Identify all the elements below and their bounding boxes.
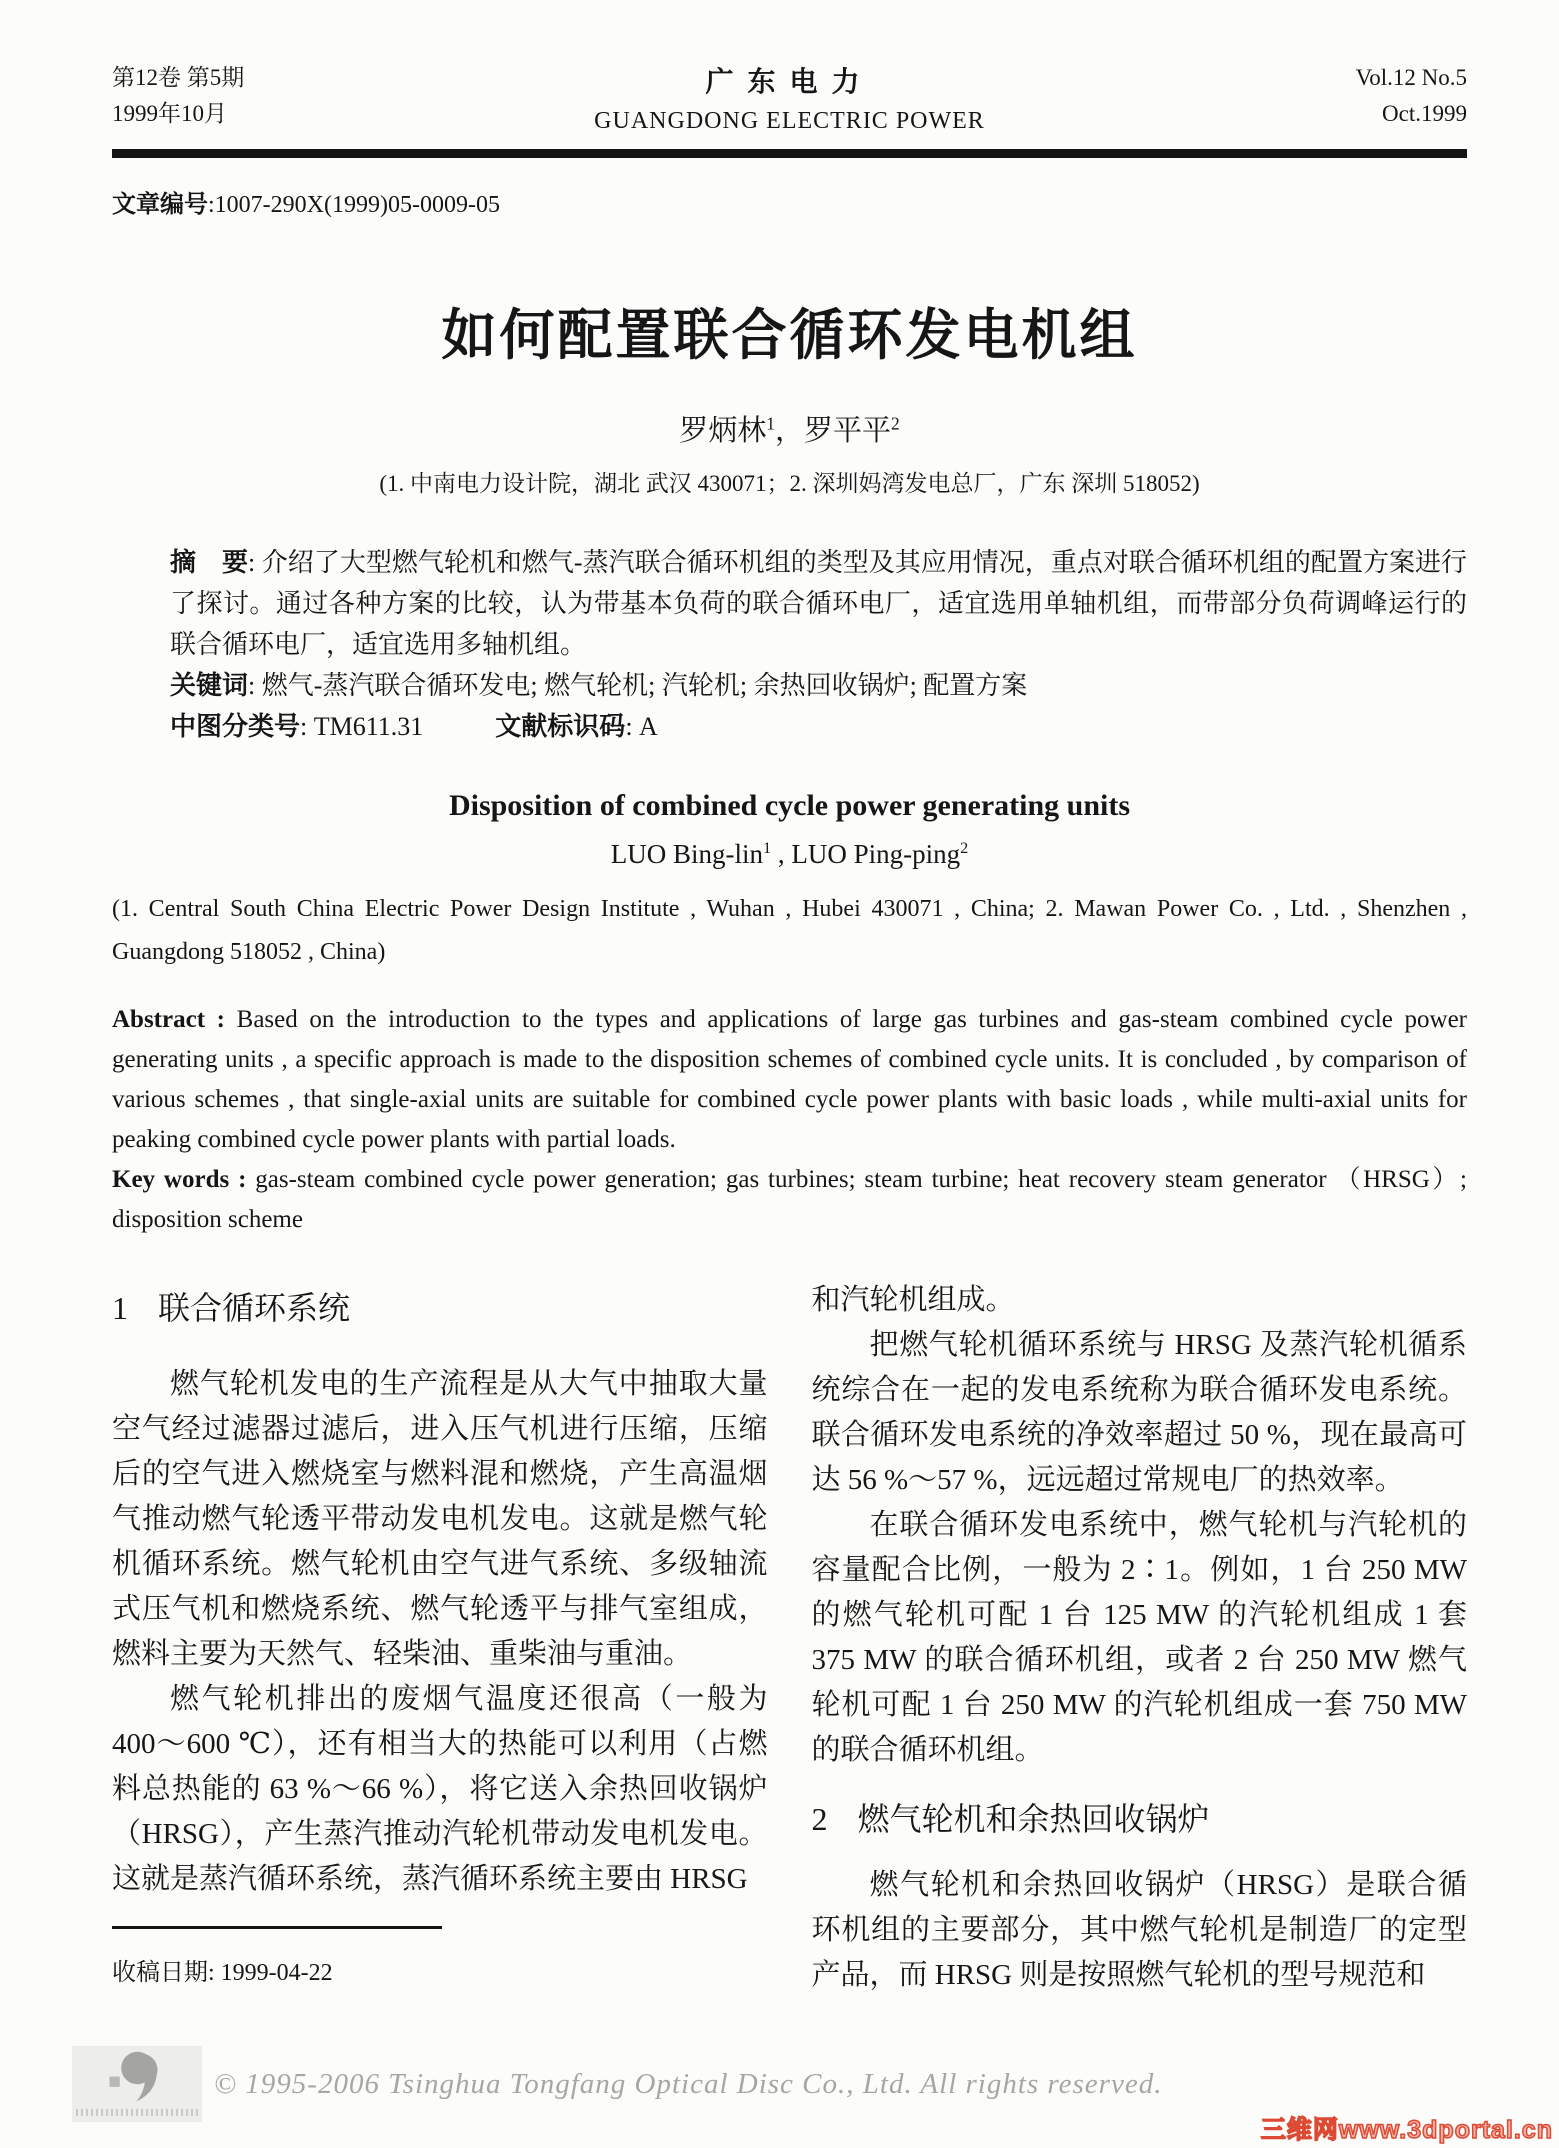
body-paragraph: 和汽轮机组成。 — [811, 1284, 1015, 1316]
author-1-en: LUO Bing-lin — [610, 839, 764, 869]
left-column — [112, 1278, 768, 1998]
keywords-cn-label: 关键词 — [170, 670, 249, 700]
journal-header — [112, 60, 1467, 135]
section-1-number: 1 — [112, 1290, 128, 1326]
abstract-cn-colon: : — [248, 548, 262, 577]
keywords-cn — [170, 665, 1467, 706]
author-en-separator: , — [771, 839, 792, 869]
author-1-en-affil-marker: 1 — [763, 839, 772, 857]
footnote-divider — [112, 1926, 442, 1929]
authors-cn — [112, 408, 1467, 449]
header-divider — [112, 149, 1467, 158]
abstract-en-text: Based on the introduction to the types and applications of large gas turbines and gas-steam combined cycle power generating units , a specific approach is made to the disposition schemes of combined cycle units. It is concluded , by comparison of various schemes , that single-axial units are suitable for combined cycle power plants with basic loads , while multi-axial units for peaking combined cycle power plants with partial loads. — [112, 1006, 1468, 1153]
body-paragraph: 燃气轮机排出的废烟气温度还很高（一般为 400～600 ℃），还有相当大的热能可以利用（占燃料总热能的 63 %～66 %），将它送入余热回收锅炉（HRSG），产生蒸汽推动汽轮机带动发电机发电。这就是蒸汽循环系统，蒸汽循环系统主要由 HRSG — [112, 1683, 768, 1895]
article-number-value: :1007-290X(1999)05-0009-05 — [208, 192, 500, 218]
publisher-logo — [72, 2046, 202, 2122]
two-column-body — [112, 1278, 1467, 1998]
journal-name-en: GUANGDONG ELECTRIC POWER — [594, 108, 985, 134]
section-1-heading — [112, 1288, 768, 1328]
section-2-title: 燃气轮机和余热回收锅炉 — [857, 1801, 1210, 1837]
author-1-cn: 罗炳林 — [679, 415, 767, 447]
doc-code-label: 文献标识码 — [495, 711, 626, 741]
keywords-cn-colon: : — [248, 671, 262, 700]
affiliation-en: (1. Central South China Electric Power Design Institute , Wuhan , Hubei 430071 , China; 2. Mawan Power Co. , Ltd. , Shenzhen , Guangdong 518052 , China) — [112, 896, 1467, 965]
authors-en — [112, 839, 1467, 870]
journal-name-block — [412, 60, 1167, 135]
author-2-en-affil-marker: 2 — [960, 839, 969, 857]
abstract-cn-text: 介绍了大型燃气轮机和燃气-蒸汽联合循环机组的类型及其应用情况，重点对联合循环机组的配置方案进行了探讨。通过各种方案的比较，认为带基本负荷的联合循环电厂，适宜选用单轴机组，而带部分负荷调峰运行的联合循环电厂，适宜选用多轴机组。 — [170, 548, 1467, 659]
abstract-cn-label: 摘 要 — [170, 547, 249, 577]
doc-code-value: A — [639, 712, 658, 741]
clc-label: 中图分类号 — [170, 711, 301, 741]
affiliation-cn: (1. 中南电力设计院，湖北 武汉 430071；2. 深圳妈湾发电总厂，广东 深圳 518052) — [379, 471, 1200, 496]
copyright-line: © 1995-2006 Tsinghua Tongfang Optical Disc Co., Ltd. All rights reserved. — [214, 2068, 1163, 2100]
clc-colon: : — [300, 712, 314, 741]
author-2-cn: 罗平平 — [804, 415, 892, 447]
volume-issue-cn: 第12卷 第5期 — [112, 65, 245, 90]
body-paragraph: 把燃气轮机循环系统与 HRSG 及蒸汽轮机循系统综合在一起的发电系统称为联合循环发电系统。联合循环发电系统的净效率超过 50 %，现在最高可达 56 %～57 %，远远超过常规电厂的热效率。 — [811, 1329, 1467, 1496]
abstract-cn — [170, 542, 1467, 665]
article-number-line — [112, 184, 1467, 219]
logo-micro-text — [76, 2109, 198, 2116]
watermark-3dportal: 三维网www.3dportal.cn — [1260, 2116, 1553, 2144]
author-1-affil-marker: 1 — [766, 413, 775, 434]
author-2-affil-marker: 2 — [891, 413, 900, 434]
date-en: Oct.1999 — [1382, 101, 1467, 126]
keywords-en-label: Key words : — [112, 1166, 256, 1193]
abstract-en-label: Abstract : — [112, 1006, 237, 1033]
title-en: Disposition of combined cycle power generating units — [448, 789, 1131, 822]
body-paragraph: 燃气轮机和余热回收锅炉（HRSG）是联合循环机组的主要部分，其中燃气轮机是制造厂的定型产品，而 HRSG 则是按照燃气轮机的型号规范和 — [811, 1869, 1467, 1991]
page-title: 如何配置联合循环发电机组 — [441, 305, 1138, 366]
keywords-en-text: gas-steam combined cycle power generation; gas turbines; steam turbine; heat recovery steam generator （HRSG）; disposition scheme — [112, 1166, 1467, 1233]
doc-code-colon: : — [625, 712, 640, 741]
body-paragraph: 在联合循环发电系统中，燃气轮机与汽轮机的容量配合比例，一般为 2∶1。例如，1 台 250 MW 的燃气轮机可配 1 台 125 MW 的汽轮机组成 1 套 375 MW 的联合循环机组，或者 2 台 250 MW 燃气轮机可配 1 台 250 MW 的汽轮机组成一套 750 MW 的联合循环机组。 — [811, 1509, 1467, 1766]
section-2-number: 2 — [811, 1801, 828, 1837]
author-2-en: LUO Ping-ping — [791, 839, 961, 869]
chinese-abstract-block — [170, 542, 1467, 747]
volume-issue-en: Vol.12 No.5 — [1355, 65, 1467, 90]
section-2-heading — [812, 1799, 1468, 1839]
journal-name-cn: 广东电力 — [705, 66, 874, 97]
header-volume-issue-en — [1167, 60, 1467, 132]
keywords-cn-text: 燃气-蒸汽联合循环发电; 燃气轮机; 汽轮机; 余热回收锅炉; 配置方案 — [261, 671, 1028, 700]
clc-line — [170, 706, 1467, 747]
right-column — [812, 1278, 1468, 1998]
header-volume-issue-cn — [112, 60, 412, 132]
section-1-title: 联合循环系统 — [158, 1290, 351, 1326]
author-separator: ， — [774, 415, 804, 447]
keywords-en — [112, 1160, 1467, 1240]
article-number-label: 文章编号 — [112, 191, 208, 218]
date-cn: 1999年10月 — [112, 101, 227, 126]
received-date: 收稿日期: 1999-04-22 — [112, 1960, 333, 1986]
abstract-en — [112, 1000, 1467, 1160]
swirl-logo-icon — [106, 2050, 166, 2106]
clc-value: TM611.31 — [313, 712, 424, 741]
body-paragraph: 燃气轮机发电的生产流程是从大气中抽取大量空气经过滤器过滤后，进入压气机进行压缩，压缩后的空气进入燃烧室与燃料混和燃烧，产生高温烟气推动燃气轮透平带动发电机发电。这就是燃气轮机循环系统。燃气轮机由空气进气系统、多级轴流式压气机和燃烧系统、燃气轮透平与排气室组成，燃料主要为天然气、轻柴油、重柴油与重油。 — [112, 1368, 768, 1670]
